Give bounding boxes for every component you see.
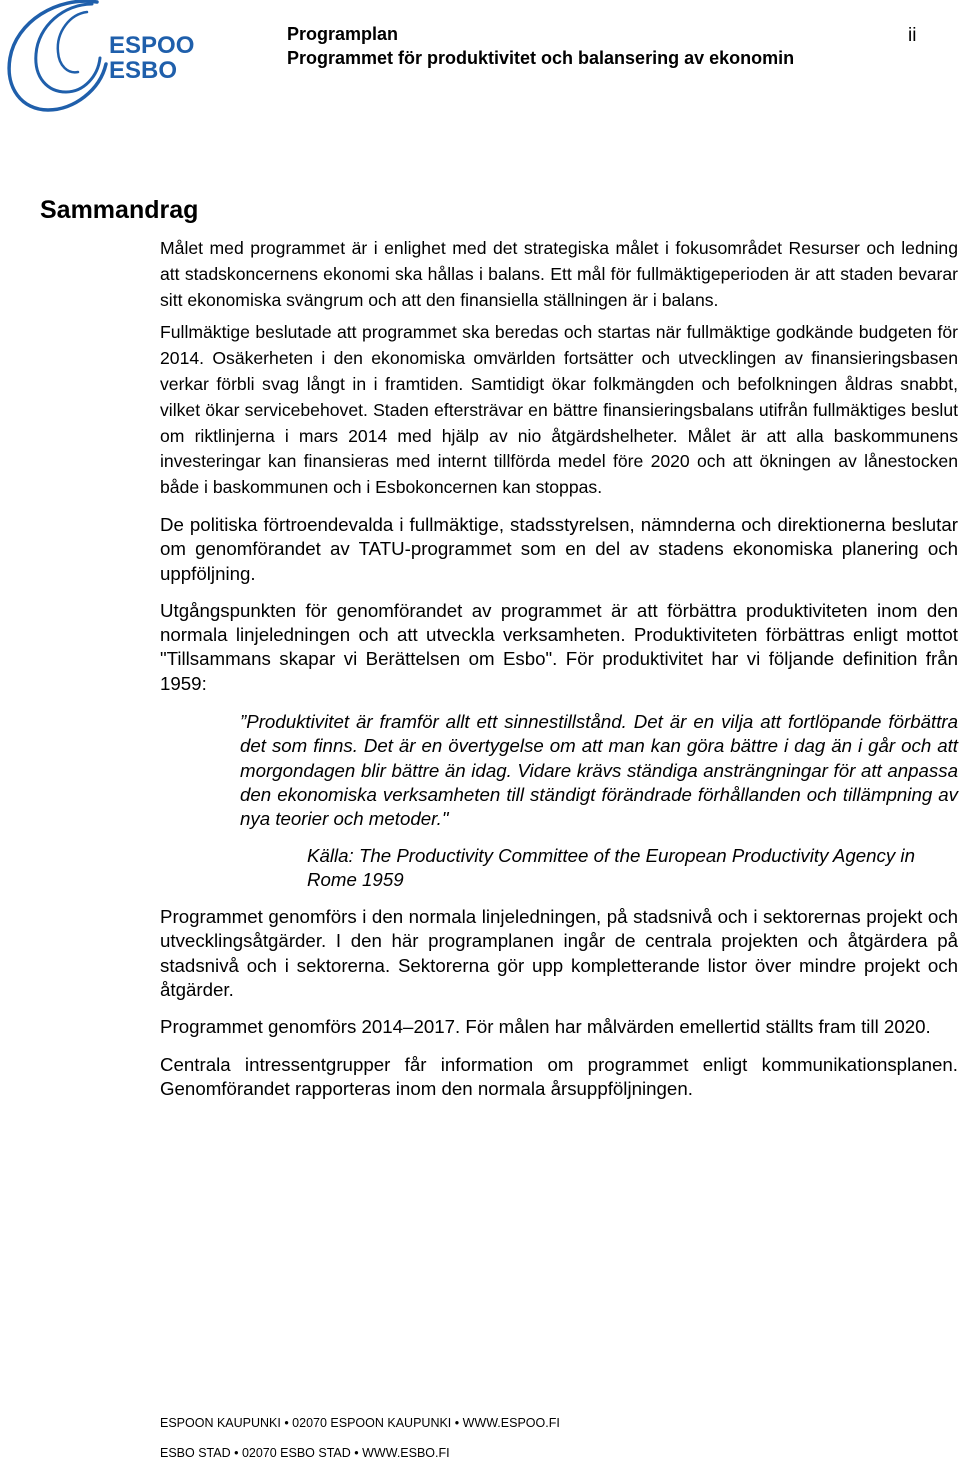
document-subtitle: Programmet för produktivitet och balansering av ekonomin	[287, 48, 795, 68]
document-header	[287, 22, 897, 70]
logo-text-esbo: ESBO	[109, 57, 178, 84]
section-title: Sammandrag	[40, 196, 199, 224]
page-number: ii	[908, 25, 917, 46]
paragraph-stakeholders: Centrala intressentgrupper får information om programmet enligt kommunikationsplanen. Genomförandet rapporteras inom den normala årsuppföljningen.	[160, 1053, 958, 1099]
block-quote: ”Produktivitet är framför allt ett sinnestillstånd. Det är en vilja att fortlöpande förbättra det som finns. Det är en övertygelse om att man kan göra bättre i dag än i går och att morgondagen blir bättre än idag. Vidare krävs ständiga ansträngningar för att anpassa den ekonomiska verksamheten till ständigt förändrade förhållanden och tillämpning av nya teorier och metoder."	[240, 711, 958, 830]
footer-line-swedish: ESBO STAD • 02070 ESBO STAD • WWW.ESBO.FI	[160, 1446, 450, 1460]
logo-emblem	[2, 0, 202, 120]
paragraph-starting-point: Utgångspunkten för genomförandet av programmet är att förbättra produktiviteten inom den normala linjeledningen och att utveckla verksamheten. Produktiviteten förbättras enligt mottot "Tillsammans skapar vi Berättelsen om Esbo". För produktivitet har vi följande definition från 1959:	[160, 599, 958, 694]
paragraph-period: Programmet genomförs 2014–2017. För målen har målvärden emellertid ställts fram till 2020.	[160, 1016, 931, 1038]
espoo-logo	[2, 0, 202, 120]
logo-text-espoo: ESPOO	[109, 32, 195, 59]
quote-source: Källa: The Productivity Committee of the European Productivity Agency in Rome 1959	[307, 844, 915, 890]
document-title: Programplan	[287, 24, 399, 44]
paragraph-goal: Målet med programmet är i enlighet med det strategiska målet i fokusområdet Resurser och ledning att stadskoncernens ekonomi ska hållas i balans. Ett mål för fullmäktigeperioden är att staden bevarar sitt ekonomiska svängrum och att den finansiella ställningen är i balans.	[160, 238, 958, 310]
paragraph-decision: Fullmäktige beslutade att programmet ska beredas och startas när fullmäktige godkände budgeten för 2014. Osäkerheten i den ekonomiska omvärlden fortsätter och utvecklingen av finansieringsbasen verkar förbli svag långt in i framtiden. Samtidigt ökar folkmängden och befolkningen åldras snabbt, vilket ökar servicebehovet. Staden eftersträvar en bättre finansieringsbalans utifrån fullmäktiges beslut om riktlinjerna i mars 2014 med hjälp av nio åtgärdshelheter. Målet är att alla baskommunens investeringar kan finansieras med internt tillförda medel före 2020 och att ökningen av lånestocken både i baskommunen och i Esbokoncernen kan stoppas.	[160, 322, 958, 498]
document-body	[160, 236, 958, 1101]
page-footer	[160, 1408, 560, 1468]
footer-line-finnish: ESPOON KAUPUNKI • 02070 ESPOON KAUPUNKI • WWW.ESPOO.FI	[160, 1416, 560, 1430]
paragraph-implementation: Programmet genomförs i den normala linjeledningen, på stadsnivå och i sektorernas projekt och utvecklingsåtgärder. I den här programplanen ingår de centrala projekten och åtgärdera på stadsnivå och i sektorerna. Sektorerna gör upp kompletterande listor över mindre projekt och åtgärder.	[160, 906, 958, 1001]
paragraph-politicians: De politiska förtroendevalda i fullmäktige, stadsstyrelsen, nämnderna och direktionerna beslutar om genomförandet av TATU-programmet som en del av stadens ekonomiska planering och uppföljning.	[160, 513, 958, 584]
